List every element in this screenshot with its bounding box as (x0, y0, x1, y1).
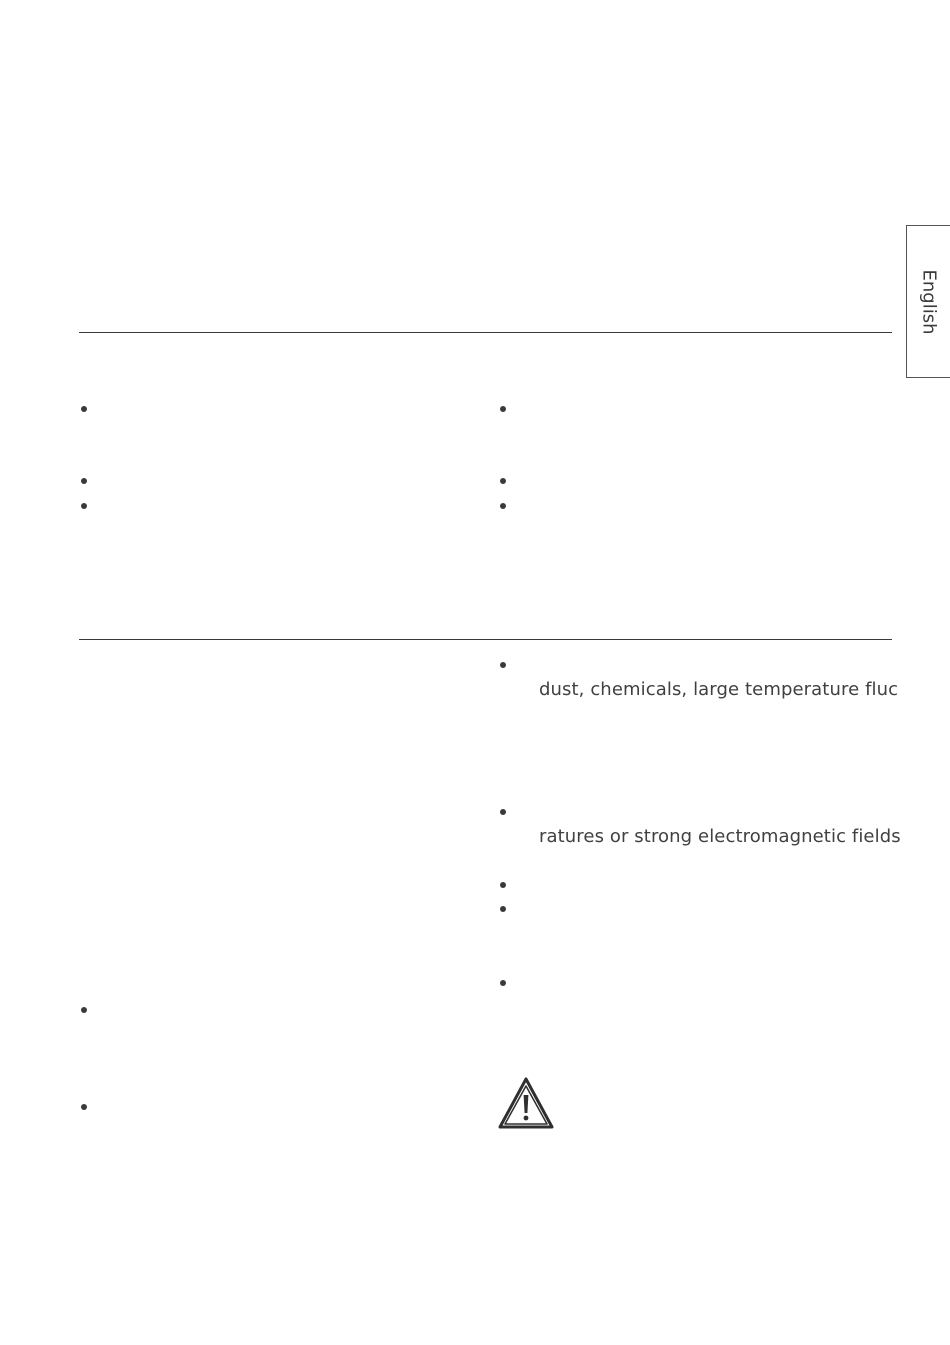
language-tab-label: English (918, 269, 940, 335)
bullet-point (500, 809, 506, 815)
bullet-point (500, 478, 506, 484)
bullet-point (81, 406, 87, 412)
bullet-point (500, 662, 506, 668)
bullet-point (81, 1007, 87, 1013)
bullet-point (81, 1104, 87, 1110)
bullet-point (81, 478, 87, 484)
body-text-line: dust, chemicals, large temperature fluc (539, 679, 899, 700)
language-tab[interactable] (906, 225, 950, 378)
bullet-point (500, 906, 506, 912)
warning-triangle-icon (497, 1076, 555, 1130)
body-text-line: ratures or strong electromagnetic fields (539, 826, 901, 847)
bullet-point (500, 406, 506, 412)
section-divider-middle (79, 639, 892, 640)
bullet-point (500, 980, 506, 986)
bullet-point (500, 503, 506, 509)
bullet-point (500, 882, 506, 888)
bullet-point (81, 503, 87, 509)
section-divider-top (79, 332, 892, 333)
